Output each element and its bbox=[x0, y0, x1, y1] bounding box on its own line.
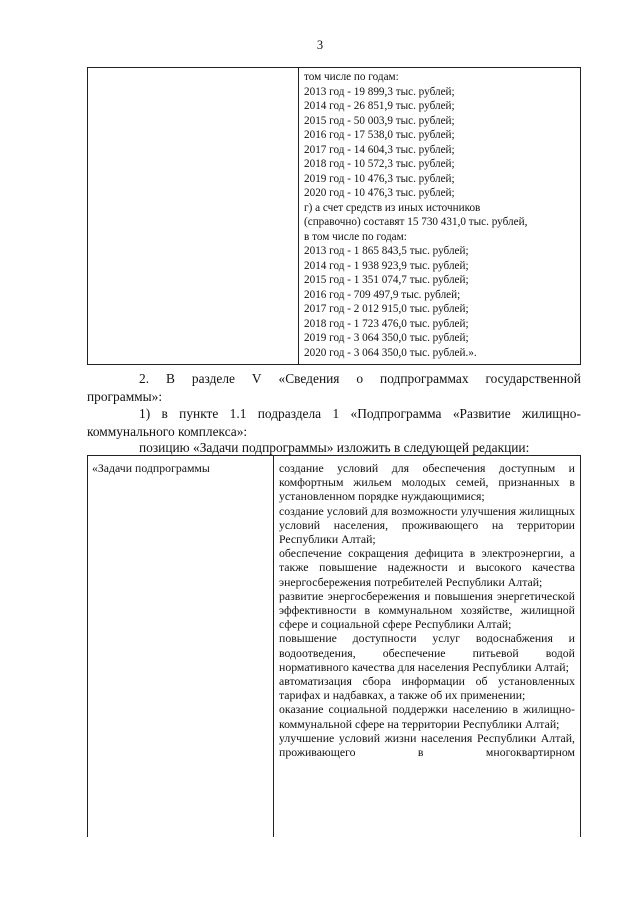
table-column-divider bbox=[273, 456, 274, 837]
funding-line: 2015 год - 50 003,9 тыс. рублей; bbox=[304, 114, 455, 127]
word: 1 bbox=[332, 406, 340, 421]
funding-line: 2016 год - 709 497,9 тыс. рублей; bbox=[304, 288, 461, 301]
word: В bbox=[166, 371, 175, 386]
funding-line: 2016 год - 17 538,0 тыс. рублей; bbox=[304, 129, 455, 141]
word: подраздела bbox=[257, 406, 322, 421]
word: в bbox=[161, 406, 168, 421]
tasks-cell bbox=[279, 461, 575, 759]
funding-line: 2018 год - 10 572,3 тыс. рублей; bbox=[304, 158, 455, 170]
word: 1.1 bbox=[229, 406, 247, 421]
funding-line: 2019 год - 3 064 350,0 тыс. рублей; bbox=[304, 332, 469, 344]
word: разделе bbox=[191, 371, 235, 386]
task-item: создание условий для обеспечения доступным и комфортным жильем молодых семей, признанных в установленном порядке нуждающимися; bbox=[279, 461, 575, 504]
paragraph-section-v bbox=[87, 370, 581, 405]
funding-line: том числе по годам: bbox=[304, 71, 399, 83]
table-column-divider bbox=[298, 68, 299, 364]
word: государственной bbox=[485, 371, 581, 386]
paragraph-position: позицию «Задачи подпрограммы» изложить в следующей редакции: bbox=[139, 440, 530, 455]
word: «Подпрограмма bbox=[350, 406, 442, 421]
word: 2. bbox=[139, 371, 150, 386]
funding-line: в том числе по годам: bbox=[304, 230, 407, 243]
task-item: развитие энергосбережения и повышения энергетической эффективности в коммунальном хозяйстве, жилищной сфере и социальной сфере Республики Алтай; bbox=[279, 588, 575, 632]
paragraph-line bbox=[87, 405, 581, 423]
tasks-label: «Задачи подпрограммы bbox=[92, 461, 210, 475]
funding-line: 2017 год - 14 604,3 тыс. рублей; bbox=[304, 143, 455, 156]
task-item: обеспечение сокращения дефицита в электроэнергии, а также повышение надежности и высокого качества энергосбережения потребителей Республики Алтай; bbox=[279, 546, 575, 589]
word: пункте bbox=[179, 406, 219, 421]
word: «Развитие bbox=[452, 406, 511, 421]
word: жилищно- bbox=[522, 406, 581, 421]
word: о bbox=[356, 371, 364, 386]
word: подпрограммах bbox=[380, 371, 469, 386]
funding-line: 2020 год - 10 476,3 тыс. рублей; bbox=[304, 187, 455, 199]
paragraph-item-1 bbox=[87, 405, 581, 440]
page-number: 3 bbox=[316, 38, 324, 52]
funding-line: (справочно) составят 15 730 431,0 тыс. рублей, bbox=[304, 216, 528, 228]
task-item: создание условий для возможности улучшения жилищных условий населения, проживающего на территории Республики Алтай; bbox=[279, 503, 575, 547]
funding-line: 2018 год - 1 723 476,0 тыс. рублей; bbox=[304, 317, 469, 330]
word: 1) bbox=[139, 406, 151, 421]
funding-line: 2014 год - 1 938 923,9 тыс. рублей; bbox=[304, 259, 469, 272]
word: V bbox=[251, 371, 262, 386]
funding-line: 2015 год - 1 351 074,7 тыс. рублей; bbox=[304, 274, 469, 286]
funding-line: 2013 год - 1 865 843,5 тыс. рублей; bbox=[304, 245, 469, 257]
task-item: повышение доступности услуг водоснабжения и водоотведения, обеспечение питьевой водой нормативного качества для населения Республики Алтай; bbox=[279, 631, 575, 674]
paragraph-line: коммунального комплекса»: bbox=[87, 423, 248, 439]
tasks-table bbox=[87, 455, 581, 837]
funding-table bbox=[87, 67, 581, 365]
funding-line: 2020 год - 3 064 350,0 тыс. рублей.». bbox=[304, 346, 477, 359]
paragraph-line: программы»: bbox=[87, 388, 163, 404]
task-item: улучшение условий жизни населения Республики Алтай, проживающего в многоквартирном bbox=[279, 730, 575, 760]
task-item: оказание социальной поддержки населению в жилищно-коммунальной сфере на территории Республики Алтай; bbox=[279, 702, 575, 731]
funding-line: 2017 год - 2 012 915,0 тыс. рублей; bbox=[304, 303, 469, 315]
paragraph-line bbox=[87, 370, 581, 388]
funding-line: г) а счет средств из иных источников bbox=[304, 201, 481, 214]
funding-cell bbox=[304, 70, 576, 360]
funding-line: 2013 год - 19 899,3 тыс. рублей; bbox=[304, 85, 455, 98]
word: «Сведения bbox=[278, 371, 340, 386]
funding-line: 2019 год - 10 476,3 тыс. рублей; bbox=[304, 172, 455, 185]
funding-line: 2014 год - 26 851,9 тыс. рублей; bbox=[304, 100, 455, 112]
task-item: автоматизация сбора информации об установленных тарифах и надбавках, а также об их применении; bbox=[279, 674, 575, 703]
